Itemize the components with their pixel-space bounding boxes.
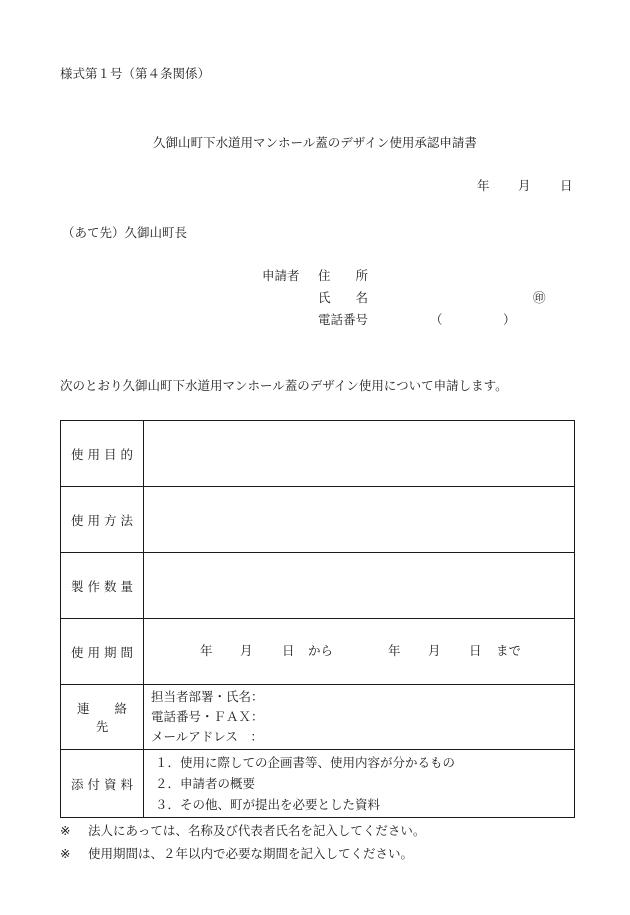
period-from-text: から bbox=[308, 643, 334, 658]
note-mark: ※ bbox=[60, 823, 71, 838]
note-mark: ※ bbox=[60, 846, 71, 861]
intro-statement: 次のとおり久御山町下水道用マンホール蓋のデザイン使用について申請します。 bbox=[60, 378, 508, 393]
attachments-field bbox=[144, 750, 575, 818]
table-row-method bbox=[61, 487, 575, 553]
attachments-label: 添 付 資 料 bbox=[61, 750, 144, 818]
method-label: 使 用 方 法 bbox=[61, 487, 144, 553]
contact-field[interactable] bbox=[144, 685, 575, 750]
address-label: 住 所 bbox=[318, 268, 369, 283]
period-to-text: まで bbox=[496, 643, 522, 658]
seal-mark: ㊞ bbox=[533, 290, 546, 305]
contact-line-email: メールアドレス ： bbox=[151, 729, 263, 744]
phone-label: 電話番号 bbox=[318, 312, 369, 327]
period-from-year: 年 bbox=[200, 643, 213, 658]
note-item bbox=[60, 825, 425, 838]
name-label: 氏 名 bbox=[318, 290, 369, 305]
applicant-label: 申請者 bbox=[262, 268, 300, 283]
phone-paren-open: （ bbox=[430, 312, 443, 327]
quantity-label: 製 作 数 量 bbox=[61, 553, 144, 619]
period-field[interactable] bbox=[144, 619, 575, 685]
note-text: 使用期間は、２年以内で必要な期間を記入してください。 bbox=[88, 846, 414, 861]
period-to-year: 年 bbox=[388, 643, 401, 658]
table-row-quantity bbox=[61, 553, 575, 619]
method-field[interactable] bbox=[144, 487, 575, 553]
attachment-item: １．使用に際しての企画書等、使用内容が分かるもの bbox=[155, 755, 456, 770]
note-text: 法人にあっては、名称及び代表者氏名を記入してください。 bbox=[88, 823, 426, 838]
table-row-period bbox=[61, 619, 575, 685]
attachment-item: ２．申請者の概要 bbox=[155, 776, 256, 791]
table-row-contact bbox=[61, 685, 575, 750]
attachment-item: ３．その他、町が提出を必要とした資料 bbox=[155, 797, 381, 812]
date-year-label: 年 bbox=[477, 178, 490, 193]
contact-line-name: 担当者部署・氏名： bbox=[151, 689, 264, 704]
contact-line-phone: 電話番号・ＦＡＸ： bbox=[151, 709, 264, 724]
date-day-label: 日 bbox=[560, 178, 573, 193]
purpose-label: 使 用 目 的 bbox=[61, 421, 144, 487]
document-title: 久御山町下水道用マンホール蓋のデザイン使用承認申請書 bbox=[153, 135, 477, 150]
date-month-label: 月 bbox=[518, 178, 531, 193]
form-number: 様式第１号（第４条関係） bbox=[60, 66, 211, 81]
period-label: 使 用 期 間 bbox=[61, 619, 144, 685]
addressee: （あて先）久御山町長 bbox=[62, 225, 188, 240]
table-row-purpose bbox=[61, 421, 575, 487]
period-to-day: 日 bbox=[469, 643, 482, 658]
application-table bbox=[60, 420, 575, 818]
contact-label: 連 絡 先 bbox=[61, 685, 144, 750]
purpose-field[interactable] bbox=[144, 421, 575, 487]
period-to-month: 月 bbox=[428, 643, 441, 658]
note-item bbox=[60, 848, 413, 861]
period-from-month: 月 bbox=[240, 643, 253, 658]
phone-paren-close: ） bbox=[503, 312, 516, 327]
table-row-attachments bbox=[61, 750, 575, 818]
period-from-day: 日 bbox=[282, 643, 295, 658]
quantity-field[interactable] bbox=[144, 553, 575, 619]
